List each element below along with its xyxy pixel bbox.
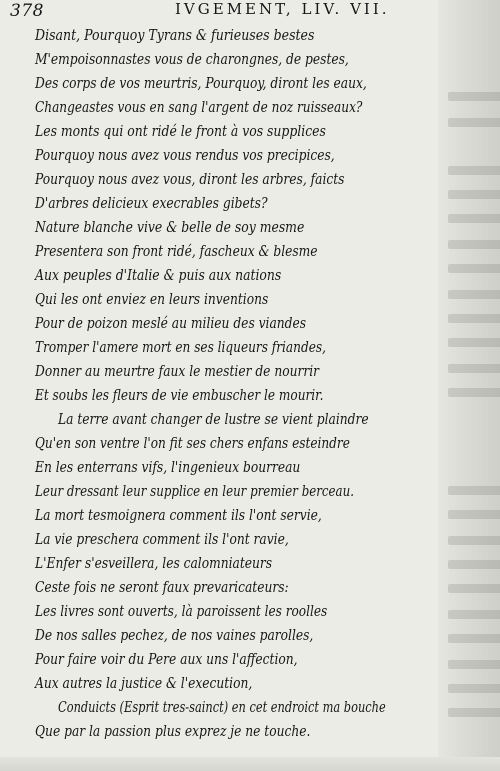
verse-line: Pourquoy nous avez vous rendus vos precipices, — [35, 147, 335, 164]
verse-line: Aux peuples d'Italie & puis aux nations — [35, 267, 282, 284]
facing-page-edge — [438, 0, 500, 771]
running-head: IVGEMENT, LIV. VII. — [175, 0, 390, 18]
verse-line: M'empoisonnastes vous de charongnes, de pestes, — [35, 51, 349, 68]
verse-line: En les enterrans vifs, l'ingenieux bourreau — [35, 459, 301, 476]
page-bottom-edge — [0, 757, 500, 771]
verse-line: Des corps de vos meurtris, Pourquoy, diront les eaux, — [35, 75, 367, 92]
verse-line: Donner au meurtre faux le mestier de nourrir — [35, 363, 320, 380]
verse-line: Qui les ont enviez en leurs inventions — [35, 291, 269, 308]
verse-line: Tromper l'amere mort en ses liqueurs friandes, — [35, 339, 326, 356]
verse-line: D'arbres delicieux execrables gibets? — [35, 195, 268, 212]
verse-line: Conduicts (Esprit tres-sainct) en cet endroict ma bouche — [58, 699, 386, 716]
verse-line: Ceste fois ne seront faux prevaricateurs: — [35, 579, 289, 596]
verse-line: Pourquoy nous avez vous, diront les arbres, faicts — [35, 171, 345, 188]
verse-line: L'Enfer s'esveillera, les calomniateurs — [35, 555, 273, 572]
verse-line: Les livres sont ouverts, là paroissent les roolles — [35, 603, 328, 620]
verse-line: Disant, Pourquoy Tyrans & furieuses bestes — [35, 27, 315, 44]
verse-line: Les monts qui ont ridé le front à vos supplices — [35, 123, 326, 140]
verse-line: Que par la passion plus exprez je ne touche. — [35, 723, 311, 740]
verse-line: La vie preschera comment ils l'ont ravie, — [35, 531, 289, 548]
page-number: 378 — [10, 1, 44, 21]
verse-line: Pour faire voir du Pere aux uns l'affection, — [35, 651, 298, 668]
verse-line: La terre avant changer de lustre se vient plaindre — [58, 411, 369, 428]
verse-line: Et soubs les fleurs de vie embuscher le mourir. — [35, 387, 324, 404]
verse-line: La mort tesmoignera comment ils l'ont servie, — [35, 507, 322, 524]
verse-line: Leur dressant leur supplice en leur premier berceau. — [35, 483, 354, 500]
verse-line: Presentera son front ridé, fascheux & blesme — [35, 243, 318, 260]
verse-line: Pour de poizon meslé au milieu des viandes — [35, 315, 307, 332]
verse-line: Aux autres la justice & l'execution, — [35, 675, 253, 692]
verse-line: Nature blanche vive & belle de soy mesme — [35, 219, 305, 236]
verse-line: Changeastes vous en sang l'argent de noz ruisseaux? — [35, 99, 363, 116]
verse-line: De nos salles pechez, de nos vaines parolles, — [35, 627, 314, 644]
verse-line: Qu'en son ventre l'on fit ses chers enfans esteindre — [35, 435, 350, 452]
